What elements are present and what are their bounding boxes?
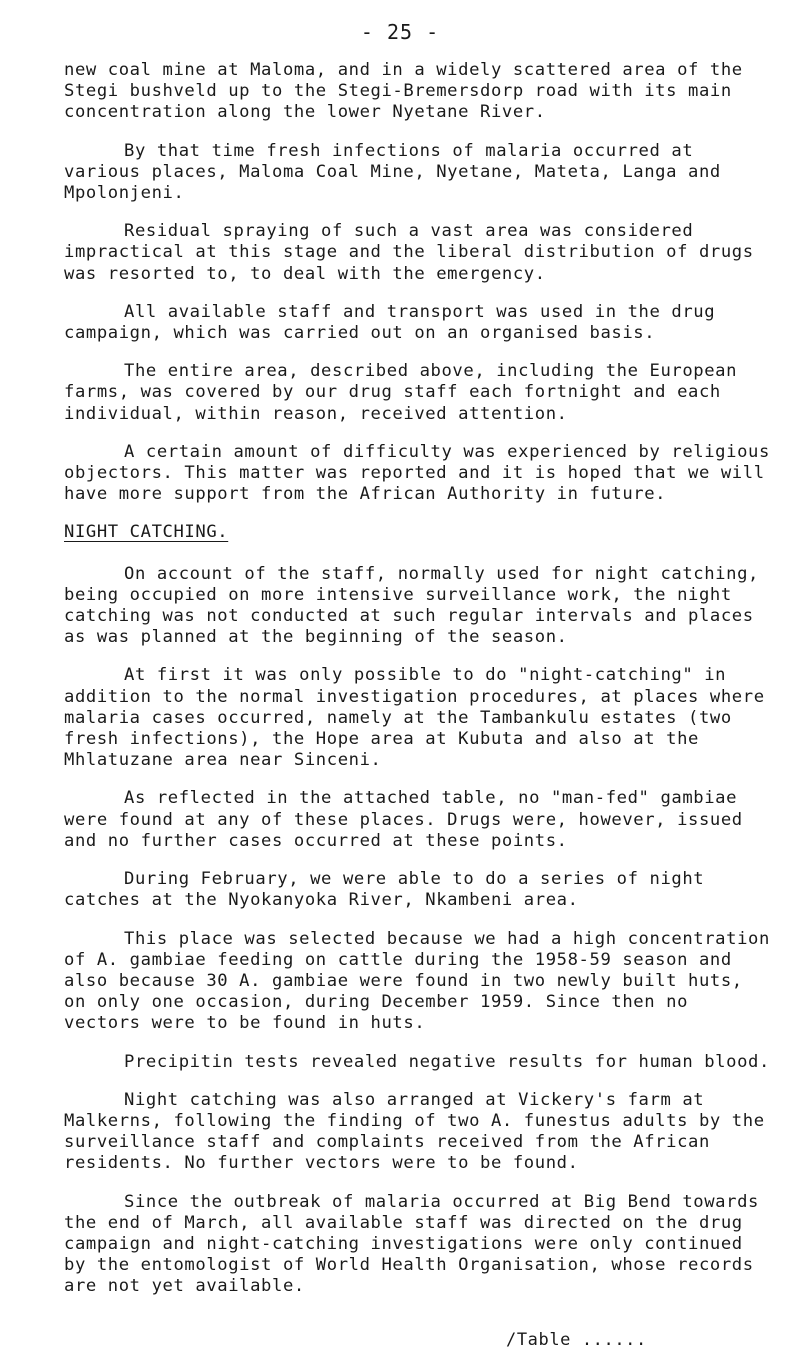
- paragraph-1: new coal mine at Maloma, and in a widely scattered area of the Stegi bushveld up to the Stegi-Bremersdorp road with its main concentration along the lower Nyetane River.: [64, 60, 743, 123]
- page-number: - 25 -: [360, 20, 440, 44]
- paragraph-12: Precipitin tests revealed negative results for human blood.: [124, 1051, 770, 1072]
- paragraph-14: Since the outbreak of malaria occurred at Big Bend towards the end of March, all available staff was directed on the drug campaign and night-catching investigations were only continued by the entomologist of World Health Organisation, whose records are not yet available.: [64, 1191, 759, 1297]
- paragraph-7: On account of the staff, normally used for night catching, being occupied on more intensive surveillance work, the night catching was not conducted at such regular intervals and places as was planned at the beginning of the season.: [64, 563, 759, 648]
- section-heading-night-catching: NIGHT CATCHING.: [64, 522, 229, 543]
- paragraph-9: As reflected in the attached table, no "man-fed" gambiae were found at any of these places. Drugs were, however, issued and no further cases occurred at these points.: [64, 788, 743, 851]
- paragraph-6: A certain amount of difficulty was experienced by religious objectors. This matter was reported and it is hoped that we will have more support from the African Authority in future.: [64, 441, 770, 505]
- paragraph-13: Night catching was also arranged at Vickery's farm at Malkerns, following the finding of two A. funestus adults by the surveillance staff and complaints received from the African residents. No further vectors were to be found.: [64, 1089, 765, 1174]
- paragraph-3: Residual spraying of such a vast area was considered impractical at this stage and the liberal distribution of drugs was resorted to, to deal with the emergency.: [64, 221, 754, 284]
- paragraph-10: During February, we were able to do a series of night catches at the Nyokanyoka River, Nkambeni area.: [64, 869, 705, 911]
- paragraph-5: The entire area, described above, including the European farms, was covered by our drug staff each fortnight and each individual, within reason, received attention.: [64, 361, 738, 424]
- body-text: [64, 60, 774, 1315]
- paragraph-8: At first it was only possible to do "night-catching" in addition to the normal investigation procedures, at places where malaria cases occurred, namely at the Tambankulu estates (two fresh infections), the Hope area at Kubuta and also at the Mhlatuzane area near Sinceni.: [64, 665, 765, 771]
- paragraph-4: All available staff and transport was used in the drug campaign, which was carried out on an organised basis.: [64, 301, 716, 344]
- paragraph-2: By that time fresh infections of malaria occurred at various places, Maloma Coal Mine, Nyetane, Mateta, Langa and Mpolonjeni.: [64, 140, 721, 204]
- paragraph-11: This place was selected because we had a high concentration of A. gambiae feeding on cattle during the 1958-59 season and also because 30 A. gambiae were found in two newly built huts, on only one occasion, during December 1959. Since then no vectors were to be found in huts.: [64, 928, 770, 1034]
- continuation-marker: /Table ......: [506, 1330, 647, 1350]
